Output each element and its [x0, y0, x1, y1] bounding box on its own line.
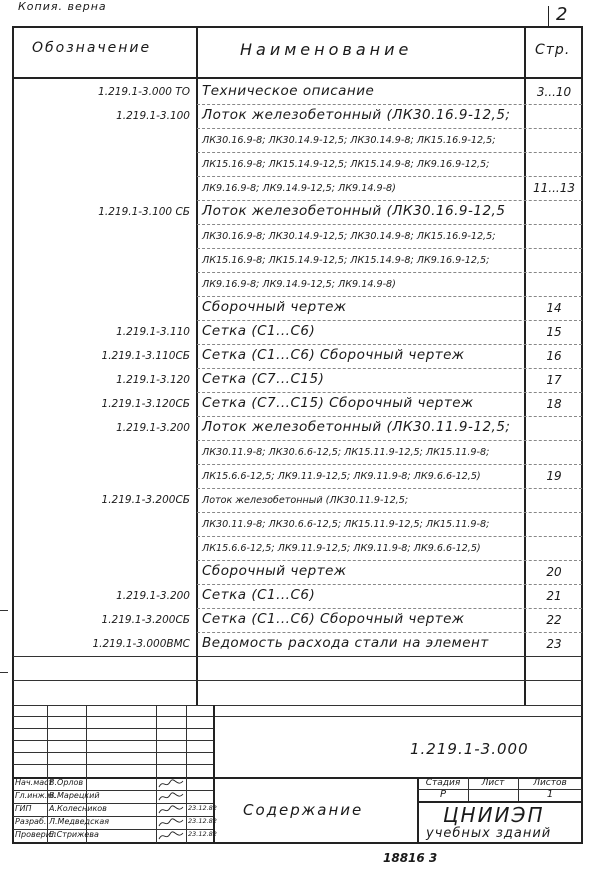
- margin-tick: [0, 672, 8, 673]
- row-page: 20: [546, 565, 562, 579]
- header-designation: Обозначение: [32, 40, 152, 56]
- row-line: [197, 176, 582, 177]
- row-page: 22: [546, 613, 562, 627]
- header-bottom-line: [13, 77, 582, 79]
- row-page: 19: [546, 469, 562, 483]
- row-line: [197, 224, 582, 225]
- signature-date: 23.12.82: [188, 804, 217, 812]
- row-code: 1.219.1-3.200: [116, 422, 190, 434]
- signature-name: В.Марецкий: [49, 791, 100, 800]
- row-line: [197, 272, 582, 273]
- row-page: 23: [546, 637, 562, 651]
- row-name: ЛК30.11.9-8; ЛК30.6.6-12,5; ЛК15.11.9-12,5; ЛК15.11.9-8;: [202, 519, 490, 530]
- titleblock-line: [13, 728, 213, 729]
- row-code: 1.219.1-3.000ВМС: [92, 638, 190, 650]
- row-name: ЛК9.16.9-8; ЛК9.14.9-12,5; ЛК9.14.9-8): [202, 279, 396, 290]
- titleblock-line: [13, 740, 213, 741]
- row-name: ЛК15.16.9-8; ЛК15.14.9-12,5; ЛК15.14.9-8; ЛК9.16.9-12,5;: [202, 255, 490, 266]
- row-page: 21: [546, 589, 562, 603]
- row-code: 1.219.1-3.120СБ: [101, 398, 190, 410]
- titleblock-line: [13, 752, 213, 753]
- signature-name: А.Колесников: [49, 804, 107, 813]
- row-name: Техническое описание: [202, 83, 375, 99]
- row-name: Сборочный чертеж: [202, 299, 347, 315]
- row-name: Сетка (С1...С6): [202, 323, 316, 339]
- handwritten-signature: [157, 804, 185, 816]
- row-name: Лоток железобетонный (ЛК30.16.9-12,5: [202, 203, 506, 219]
- row-name: ЛК15.6.6-12,5; ЛК9.11.9-12,5; ЛК9.11.9-8; ЛК9.6.6-12,5): [202, 471, 481, 482]
- archive-number: 18816 3: [383, 851, 438, 865]
- row-line: [197, 296, 582, 297]
- row-code: 1.219.1-3.120: [116, 374, 190, 386]
- row-line: [197, 632, 582, 633]
- handwritten-signature: [157, 791, 185, 803]
- row-page: 14: [546, 301, 562, 315]
- stage-label: Стадия: [425, 778, 461, 788]
- row-code: 1.219.1-3.200СБ: [101, 614, 190, 626]
- row-line: [197, 536, 582, 537]
- row-name: ЛК15.16.9-8; ЛК15.14.9-12,5; ЛК15.14.9-8; ЛК9.16.9-12,5;: [202, 159, 490, 170]
- stage-value: Р: [439, 789, 447, 800]
- row-name: ЛК30.16.9-8; ЛК30.14.9-12,5; ЛК30.14.9-8; ЛК15.16.9-12,5;: [202, 135, 496, 146]
- header-page: Стр.: [535, 42, 571, 58]
- sheet-number: 2: [556, 4, 568, 25]
- row-name: Сборочный чертеж: [202, 563, 347, 579]
- top-stamp: Копия. верна: [18, 0, 107, 13]
- sheet-number-divider: [548, 6, 549, 28]
- sheets-label: Листов: [533, 778, 567, 788]
- signature-role: Разраб.: [15, 817, 47, 826]
- row-line: [197, 488, 582, 489]
- row-line: [197, 200, 582, 201]
- row-name: ЛК15.6.6-12,5; ЛК9.11.9-12,5; ЛК9.11.9-8; ЛК9.6.6-12,5): [202, 543, 481, 554]
- margin-tick: [0, 610, 8, 611]
- row-name: ЛК30.16.9-8; ЛК30.14.9-12,5; ЛК30.14.9-8; ЛК15.16.9-12,5;: [202, 231, 496, 242]
- row-line: [197, 248, 582, 249]
- row-name: Сетка (С7...С15) Сборочный чертеж: [202, 395, 474, 411]
- titleblock-vline: [47, 705, 48, 843]
- row-line: [197, 440, 582, 441]
- sheets-value: 1: [546, 789, 554, 800]
- row-code: 1.219.1-3.200: [116, 590, 190, 602]
- signature-role: Проверил: [15, 830, 57, 839]
- row-code: 1.219.1-3.000 ТО: [98, 86, 190, 98]
- handwritten-signature: [157, 830, 185, 842]
- row-line: [197, 392, 582, 393]
- row-line: [197, 512, 582, 513]
- row-line: [197, 584, 582, 585]
- signature-role: Гл.инж.м.: [15, 791, 56, 800]
- titleblock-vline: [186, 705, 187, 843]
- organization: ЦНИИЭП: [443, 803, 545, 827]
- row-name: Сетка (С7...С15): [202, 371, 325, 387]
- row-page: 17: [546, 373, 562, 387]
- sheet-label: Лист: [481, 778, 505, 788]
- signature-date: 23.12.82: [188, 830, 217, 838]
- row-page: 18: [546, 397, 562, 411]
- titleblock-top-line: [13, 705, 582, 706]
- row-page: 15: [546, 325, 562, 339]
- signature-name: В.Орлов: [49, 778, 84, 787]
- titleblock-line: [13, 716, 582, 717]
- row-line: [197, 416, 582, 417]
- row-name: Лоток железобетонный (ЛК30.11.9-12,5;: [202, 419, 511, 435]
- drawing-frame: [12, 26, 583, 844]
- row-code: 1.219.1-3.110: [116, 326, 190, 338]
- handwritten-signature: [157, 778, 185, 790]
- handwritten-signature: [157, 817, 185, 829]
- row-line: [197, 368, 582, 369]
- signature-role: ГИП: [15, 804, 32, 813]
- row-page: 3...10: [536, 85, 572, 99]
- row-name: Лоток железобетонный (ЛК30.11.9-12,5;: [202, 495, 409, 506]
- row-line: [197, 128, 582, 129]
- row-name: ЛК30.11.9-8; ЛК30.6.6-12,5; ЛК15.11.9-12,5; ЛК15.11.9-8;: [202, 447, 490, 458]
- row-code: 1.219.1-3.100: [116, 110, 190, 122]
- row-code: 1.219.1-3.100 СБ: [98, 206, 190, 218]
- row-page: 16: [546, 349, 562, 363]
- row-name: ЛК9.16.9-8; ЛК9.14.9-12,5; ЛК9.14.9-8): [202, 183, 396, 194]
- row-code: 1.219.1-3.110СБ: [101, 350, 190, 362]
- empty-row-line: [13, 680, 582, 681]
- sheet-title: Содержание: [243, 801, 364, 819]
- signature-name: Л.Медведская: [49, 817, 110, 826]
- row-line: [197, 320, 582, 321]
- row-name: Лоток железобетонный (ЛК30.16.9-12,5;: [202, 107, 511, 123]
- row-line: [197, 464, 582, 465]
- row-name: Сетка (С1...С6) Сборочный чертеж: [202, 347, 465, 363]
- row-line: [197, 560, 582, 561]
- row-line: [197, 344, 582, 345]
- signature-name: Е.Стрижева: [49, 830, 99, 839]
- titleblock-vline: [417, 777, 419, 843]
- row-line: [197, 104, 582, 105]
- document-number: 1.219.1-3.000: [410, 740, 529, 758]
- signature-role: Нач.маст: [15, 778, 54, 787]
- organization-subtitle: учебных зданий: [426, 826, 552, 841]
- row-line: [197, 152, 582, 153]
- row-page: 11...13: [533, 181, 575, 195]
- titleblock-line: [13, 764, 213, 765]
- signature-date: 23.12.82: [188, 817, 217, 825]
- row-name: Сетка (С1...С6): [202, 587, 316, 603]
- row-code: 1.219.1-3.200СБ: [101, 494, 190, 506]
- empty-row-line: [13, 656, 582, 657]
- row-line: [197, 608, 582, 609]
- row-name: Ведомость расхода стали на элемент: [202, 635, 489, 651]
- header-name: Наименование: [240, 40, 413, 59]
- row-name: Сетка (С1...С6) Сборочный чертеж: [202, 611, 465, 627]
